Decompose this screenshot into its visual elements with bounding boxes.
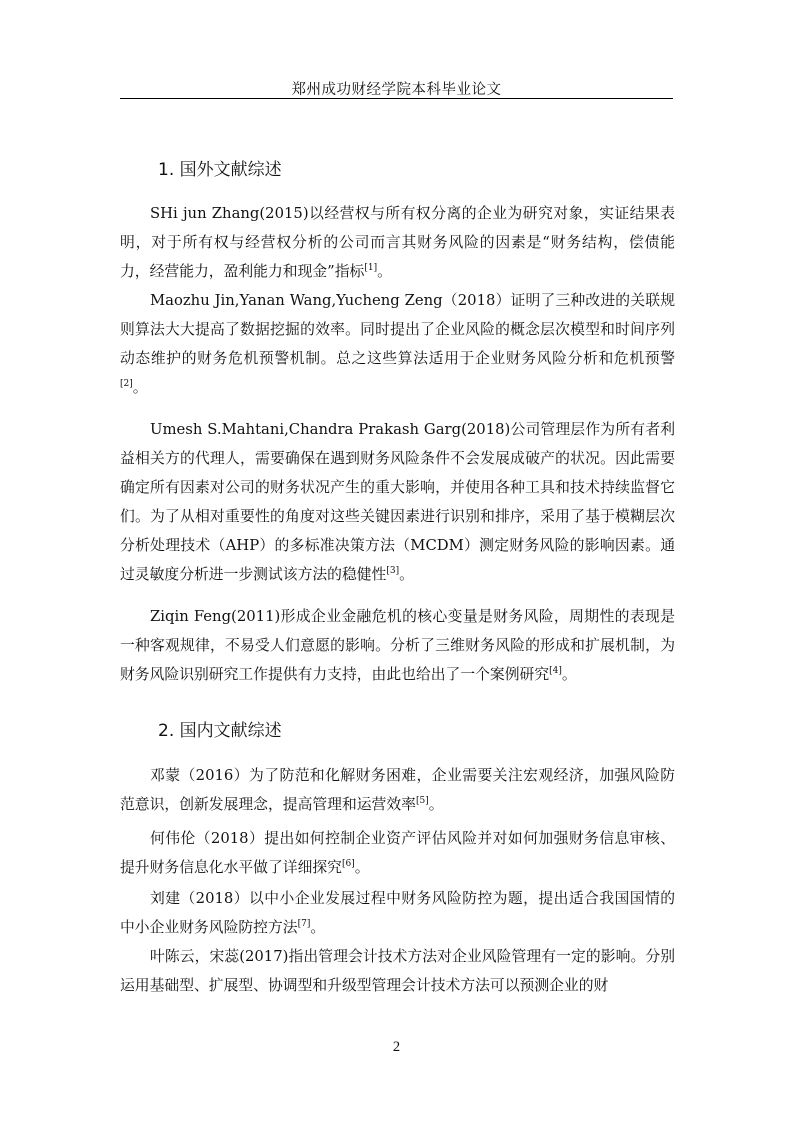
paragraph: Umesh S.Mahtani,Chandra Prakash Garg(2018)公司管理层作为所有者利益相关方的代理人，需要确保在遇到财务风险条件不会发展成破产的状况。因此需要确定所有因素对公司的财务状况产生的重大影响，并使用各种工具和技术持续监督它们。为了从相对重要性的角度对这些关键因素进行识别和排序，采用了基于模糊层次分析处理技术（AHP）的多标准决策方法（MCDM）测定财务风险的影响因素。通过灵敏度分析进一步测试该方法的稳健性[3]。 [120,421,675,583]
paragraph: 何伟伦（2018）提出如何控制企业资产评估风险并对如何加强财务信息审核、提升财务信息化水平做了详细探究[6]。 [120,830,675,876]
section-heading-foreign: 1. 国外文献综述 [158,160,282,180]
paragraph: 刘建（2018）以中小企业发展过程中财务风险防控为题，提出适合我国国情的中小企业财务风险防控方法[7]。 [120,890,675,936]
paragraph: Maozhu Jin,Yanan Wang,Yucheng Zeng（2018）证明了三种改进的关联规则算法大大提高了数据挖掘的效率。同时提出了企业风险的概念层次模型和时间序列动态维护的财务危机预警机制。总之这些算法适用于企业财务风险分析和危机预警[2]。 [120,292,675,396]
section-heading-domestic: 2. 国内文献综述 [158,721,282,741]
page-number: 2 [392,1039,401,1055]
paragraph: 叶陈云，宋蕊(2017)指出管理会计技术方法对企业风险管理有一定的影响。分别运用基础型、扩展型、协调型和升级型管理会计技术方法可以预测企业的财 [120,948,675,994]
paragraph: 邓蒙（2016）为了防范和化解财务困难，企业需要关注宏观经济，加强风险防范意识，创新发展理念，提高管理和运营效率[5]。 [120,767,675,813]
running-header: 郑州成功财经学院本科毕业论文 [291,82,502,98]
paragraph: Ziqin Feng(2011)形成企业金融危机的核心变量是财务风险，周期性的表现是一种客观规律，不易受人们意愿的影响。分析了三维财务风险的形成和扩展机制，为财务风险识别研究工作提供有力支持，由此也给出了一个案例研究[4]。 [120,608,675,683]
header-rule [120,98,673,99]
paragraph: SHi jun Zhang(2015)以经营权与所有权分离的企业为研究对象，实证结果表明，对于所有权与经营权分析的公司而言其财务风险的因素是“财务结构，偿债能力，经营能力，盈利能力和现金”指标[1]。 [120,205,675,280]
